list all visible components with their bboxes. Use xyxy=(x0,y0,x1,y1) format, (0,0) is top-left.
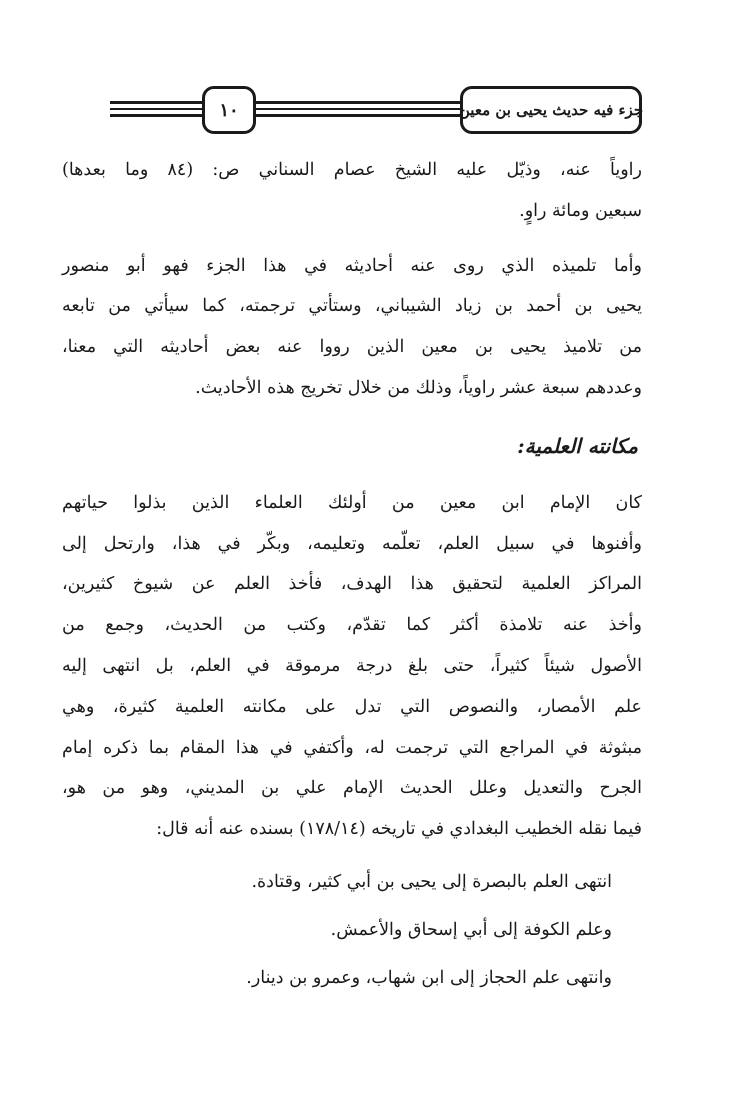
text-line: وعددهم سبعة عشر راوياً، وذلك من خلال تخريج هذه الأحاديث. xyxy=(195,377,642,398)
running-header xyxy=(110,84,642,134)
page-body xyxy=(62,150,642,1002)
text-line: الجرح والتعديل وعلل الحديث الإمام علي بن المديني، وهو من هو، xyxy=(62,778,642,799)
paragraph-scholarly-status xyxy=(62,483,642,850)
text-line: وأفنوها في سبيل العلم، تعلّمه وتعليمه، وبكّر في هذا، وارتحل إلى xyxy=(62,533,642,554)
text-line: فيما نقله الخطيب البغدادي في تاريخه (١٧٨/١٤) بسنده عنه أنه قال: xyxy=(156,819,642,840)
quote-line: انتهى العلم بالبصرة إلى يحيى بن أبي كثير، وقتادة. xyxy=(251,871,612,892)
paragraph-continuation xyxy=(62,150,642,232)
text-line: يحيى بن أحمد بن زياد الشيباني، وستأتي ترجمته، كما سيأتي من تابعه xyxy=(62,296,642,317)
text-line: المراكز العلمية لتحقيق هذا الهدف، فأخذ العلم عن شيوخ كثيرين، xyxy=(62,574,642,595)
quote-line: وعلم الكوفة إلى أبي إسحاق والأعمش. xyxy=(330,919,612,940)
text-line: سبعين ومائة راوٍ. xyxy=(519,200,642,221)
text-line: وأما تلميذه الذي روى عنه أحاديثه في هذا الجزء فهو أبو منصور xyxy=(62,255,642,276)
paragraph-student xyxy=(62,246,642,409)
text-line: علم الأمصار، والنصوص التي تدل على مكانته العلمية كثيرة، وهي xyxy=(62,696,642,717)
section-heading: مكانته العلمية: xyxy=(517,433,638,458)
text-line: مبثوثة في المراجع التي ترجمت له، وأكتفي في هذا المقام بما ذكره إمام xyxy=(62,737,642,758)
text-line: الأصول شيئاً كثيراً، حتى بلغ درجة مرموقة في العلم، بل انتهى إليه xyxy=(62,655,642,676)
book-title: جزء فيه حديث يحيى بن معين xyxy=(460,86,642,134)
text-line: راوياً عنه، وذيّل عليه الشيخ عصام السناني ص: (٨٤ وما بعدها) xyxy=(62,160,642,180)
quoted-statements xyxy=(62,858,642,1002)
text-line: كان الإمام ابن معين من أولئك العلماء الذين بذلوا حياتهم xyxy=(62,492,642,513)
quote-line: وانتهى علم الحجاز إلى ابن شهاب، وعمرو بن دينار. xyxy=(246,967,612,988)
text-line: من تلاميذ يحيى بن معين الذين رووا عنه بعض أحاديثه التي معنا، xyxy=(62,337,642,358)
text-line: وأخذ عنه تلامذة أكثر كما تقدّم، وكتب من الحديث، وجمع من xyxy=(62,615,642,636)
page-number: ١٠ xyxy=(202,86,256,134)
